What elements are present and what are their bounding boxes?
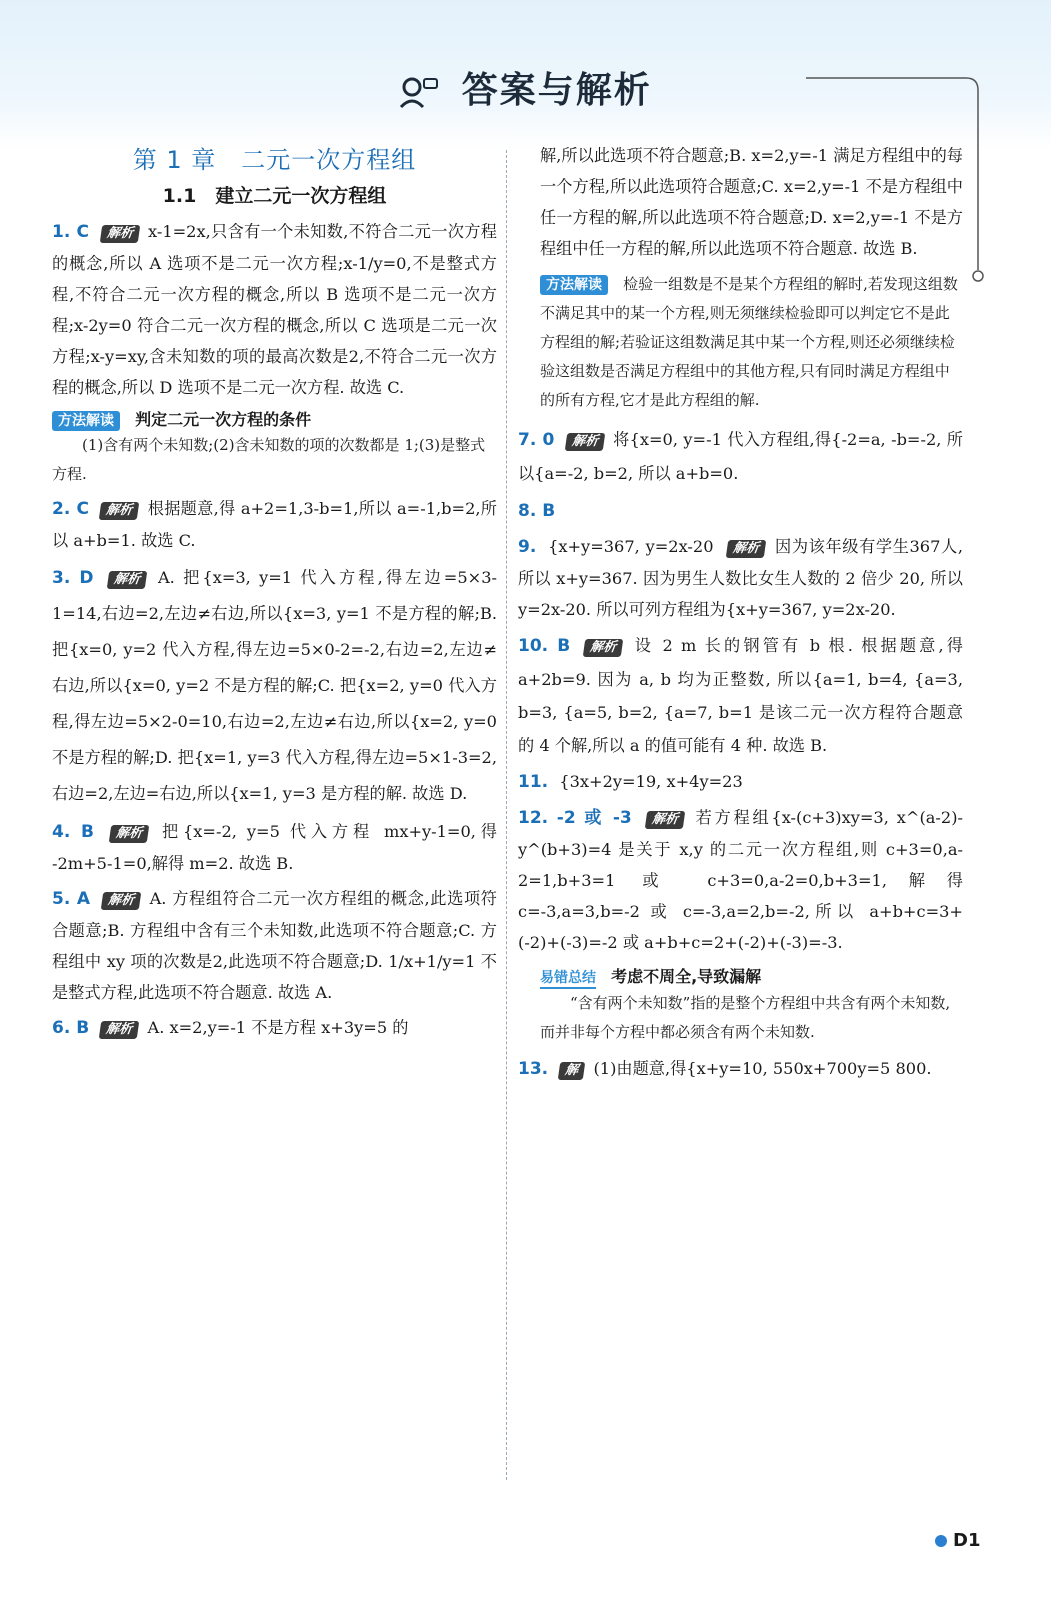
method-tag: 方法解读 — [52, 411, 120, 431]
answer-item — [52, 1012, 497, 1044]
answer-item — [52, 883, 497, 1008]
method-note — [52, 407, 497, 489]
answer-number: 4. B — [52, 822, 94, 842]
answer-logo-icon — [399, 75, 439, 109]
answer-text: A. 方程组符合二元一次方程组的概念,此选项符合题意;B. 方程组中含有三个未知数,此选项不符合题意;C. 方程组中 xy 项的次数是2,此选项不符合题意;D. 1/x+1/y=1 不是整式方程,此选项不符合题意. 故选 A. — [52, 889, 497, 1002]
method-text: (1)含有两个未知数;(2)含未知数的项的次数都是 1;(3)是整式方程. — [52, 436, 486, 483]
answer-item — [518, 1053, 963, 1085]
right-column — [518, 140, 963, 1085]
analysis-tag: 解析 — [99, 225, 140, 243]
error-summary-tag: 易错总结 — [540, 967, 596, 989]
answer-item — [52, 816, 497, 879]
analysis-tag: 解析 — [726, 540, 767, 558]
answer-text: (1)由题意,得{x+y=10, 550x+700y=5 800. — [593, 1059, 932, 1078]
answer-number: 2. C — [52, 499, 89, 519]
answer-number: 6. B — [52, 1018, 90, 1038]
method-note — [518, 270, 963, 415]
answer-item — [518, 495, 963, 527]
analysis-tag: 解析 — [99, 1021, 140, 1039]
answer-number: 9. — [518, 537, 537, 557]
answer-text: 根据题意,得 a+2=1,3-b=1,所以 a=-1,b=2,所以 a+b=1. 故选 C. — [52, 499, 497, 550]
answer-text: 若方程组{x-(c+3)xy=3, x^(a-2)-y^(b+3)=4 是关于 x,y 的二元一次方程组,则 c+3=0,a-2=1,b+3=1 或 c+3=0,a-2=0,b+3=1,解得 c=-3,a=3,b=-2 或 c=-3,a=2,b=-2,所以 a+b+c=3+(-2)+(-3)=-2 或 a+b+c=2+(-2)+(-3)=-3. — [518, 808, 963, 952]
section-title: 1.1 建立二元一次方程组 — [162, 185, 387, 207]
answer-item — [52, 216, 497, 403]
analysis-tag: 解析 — [106, 571, 147, 589]
answer-number: 5. A — [52, 889, 90, 909]
method-heading: 判定二元一次方程的条件 — [135, 410, 312, 429]
answer-text: A. 把{x=3, y=1 代入方程,得左边=5×3-1=14,右边=2,左边≠右边,所以{x=3, y=1 不是方程的解;B. 把{x=0, y=2 代入方程,得左边=5×0-2=-2,右边=2,左边≠右边,所以{x=0, y=2 不是方程的解;C. 把{x=2, y=0 代入方程,得左边=5×2-0=10,右边=2,左边≠右边,所以{x=2, y=0 不是方程的解;D. 把{x=1, y=3 代入方程,得左边=5×1-3=2,右边=2,左边=右边,所以{x=1, y=3 是方程的解. 故选 D. — [52, 568, 497, 803]
analysis-tag: 解析 — [101, 892, 142, 910]
answer-item — [518, 629, 963, 762]
answer-item — [518, 531, 963, 625]
answer-number: 8. B — [518, 501, 556, 521]
answer-value: {x+y=367, y=2x-20 — [548, 537, 714, 556]
answer-text: 把{x=-2, y=5 代入方程 mx+y-1=0,得 -2m+5-1=0,解得 m=2. 故选 B. — [52, 822, 497, 873]
page-header — [0, 62, 1051, 113]
answer-number: 3. D — [52, 568, 94, 588]
page-dot-icon — [935, 1535, 947, 1547]
analysis-tag: 解析 — [583, 639, 624, 657]
analysis-tag: 解析 — [644, 811, 685, 829]
answer-number: 12. -2 或 -3 — [518, 808, 632, 828]
answer-text: 将{x=0, y=-1 代入方程组,得{-2=a, -b=-2, 所以{a=-2, b=2, 所以 a+b=0. — [518, 430, 963, 483]
answer-value: {3x+2y=19, x+4y=23 — [559, 772, 743, 791]
answer-number: 10. B — [518, 636, 571, 656]
page-number — [935, 1530, 980, 1551]
solution-tag: 解 — [558, 1062, 586, 1080]
answer-text: A. x=2,y=-1 不是方程 x+3y=5 的 — [147, 1018, 409, 1037]
answer-text: 设 2 m 长的钢管有 b 根. 根据题意,得 a+2b=9. 因为 a, b 均为正整数, 所以{a=1, b=4, {a=3, b=3, {a=5, b=2, {a=7, b=1 是该二元一次方程符合题意的 4 个解,所以 a 的值可能有 4 种. 故选 B. — [518, 636, 963, 755]
analysis-tag: 解析 — [109, 825, 150, 843]
answer-item — [52, 493, 497, 556]
error-summary-text: “含有两个未知数”指的是整个方程组中共含有两个未知数,而并非每个方程中都必须含有两个未知数. — [540, 994, 951, 1041]
analysis-tag: 解析 — [564, 433, 605, 451]
column-divider — [506, 150, 507, 1480]
answer-item — [518, 423, 963, 491]
answer-text: 因为该年级有学生367人,所以 x+y=367. 因为男生人数比女生人数的 2 倍少 20, 所以 y=2x-20. 所以可列方程组为{x+y=367, y=2x-20. — [518, 537, 963, 619]
error-summary-heading: 考虑不周全,导致漏解 — [611, 967, 762, 986]
header-title-text: 答案与解析 — [461, 70, 652, 111]
answer-continuation: 解,所以此选项不符合题意;B. x=2,y=-1 满足方程组中的每一个方程,所以此选项符合题意;C. x=2,y=-1 不是方程组中任一方程的解,所以此选项不符合题意;D. x=2,y=-1 不是方程组中任一方程的解,所以此选项不符合题意. 故选 B. — [540, 146, 963, 258]
answer-item — [518, 766, 963, 798]
answer-number: 11. — [518, 772, 549, 792]
method-tag: 方法解读 — [540, 275, 608, 295]
method-text: 检验一组数是不是某个方程组的解时,若发现这组数不满足其中的某一个方程,则无须继续检验即可以判定它不是此方程组的解;若验证这组数满足其中某一个方程,则还必须继续检验这组数是否满足方程组中的其他方程,只有同时满足方程组中的所有方程,它才是此方程组的解. — [540, 275, 958, 409]
answer-item — [52, 560, 497, 812]
answer-text: x-1=2x,只含有一个未知数,不符合二元一次方程的概念,所以 A 选项不是二元一次方程;x-1/y=0,不是整式方程,不符合二元一次方程的概念,所以 B 选项不是二元一次方程;x-2y=0 符合二元一次方程的概念,所以 C 选项是二元一次方程;x-y=xy,含未知数的项的最高次数是2,不符合二元一次方程的概念,所以 D 选项不是二元一次方程. 故选 C. — [52, 222, 497, 397]
page-number-text: D1 — [953, 1530, 981, 1551]
answer-number: 7. 0 — [518, 430, 555, 450]
left-column — [52, 140, 497, 1044]
answer-number: 13. — [518, 1059, 549, 1079]
chapter-title: 第 1 章 二元一次方程组 — [132, 146, 417, 174]
error-summary-note — [518, 964, 963, 1047]
answer-item — [518, 802, 963, 958]
analysis-tag: 解析 — [99, 502, 140, 520]
answer-number: 1. C — [52, 222, 90, 242]
